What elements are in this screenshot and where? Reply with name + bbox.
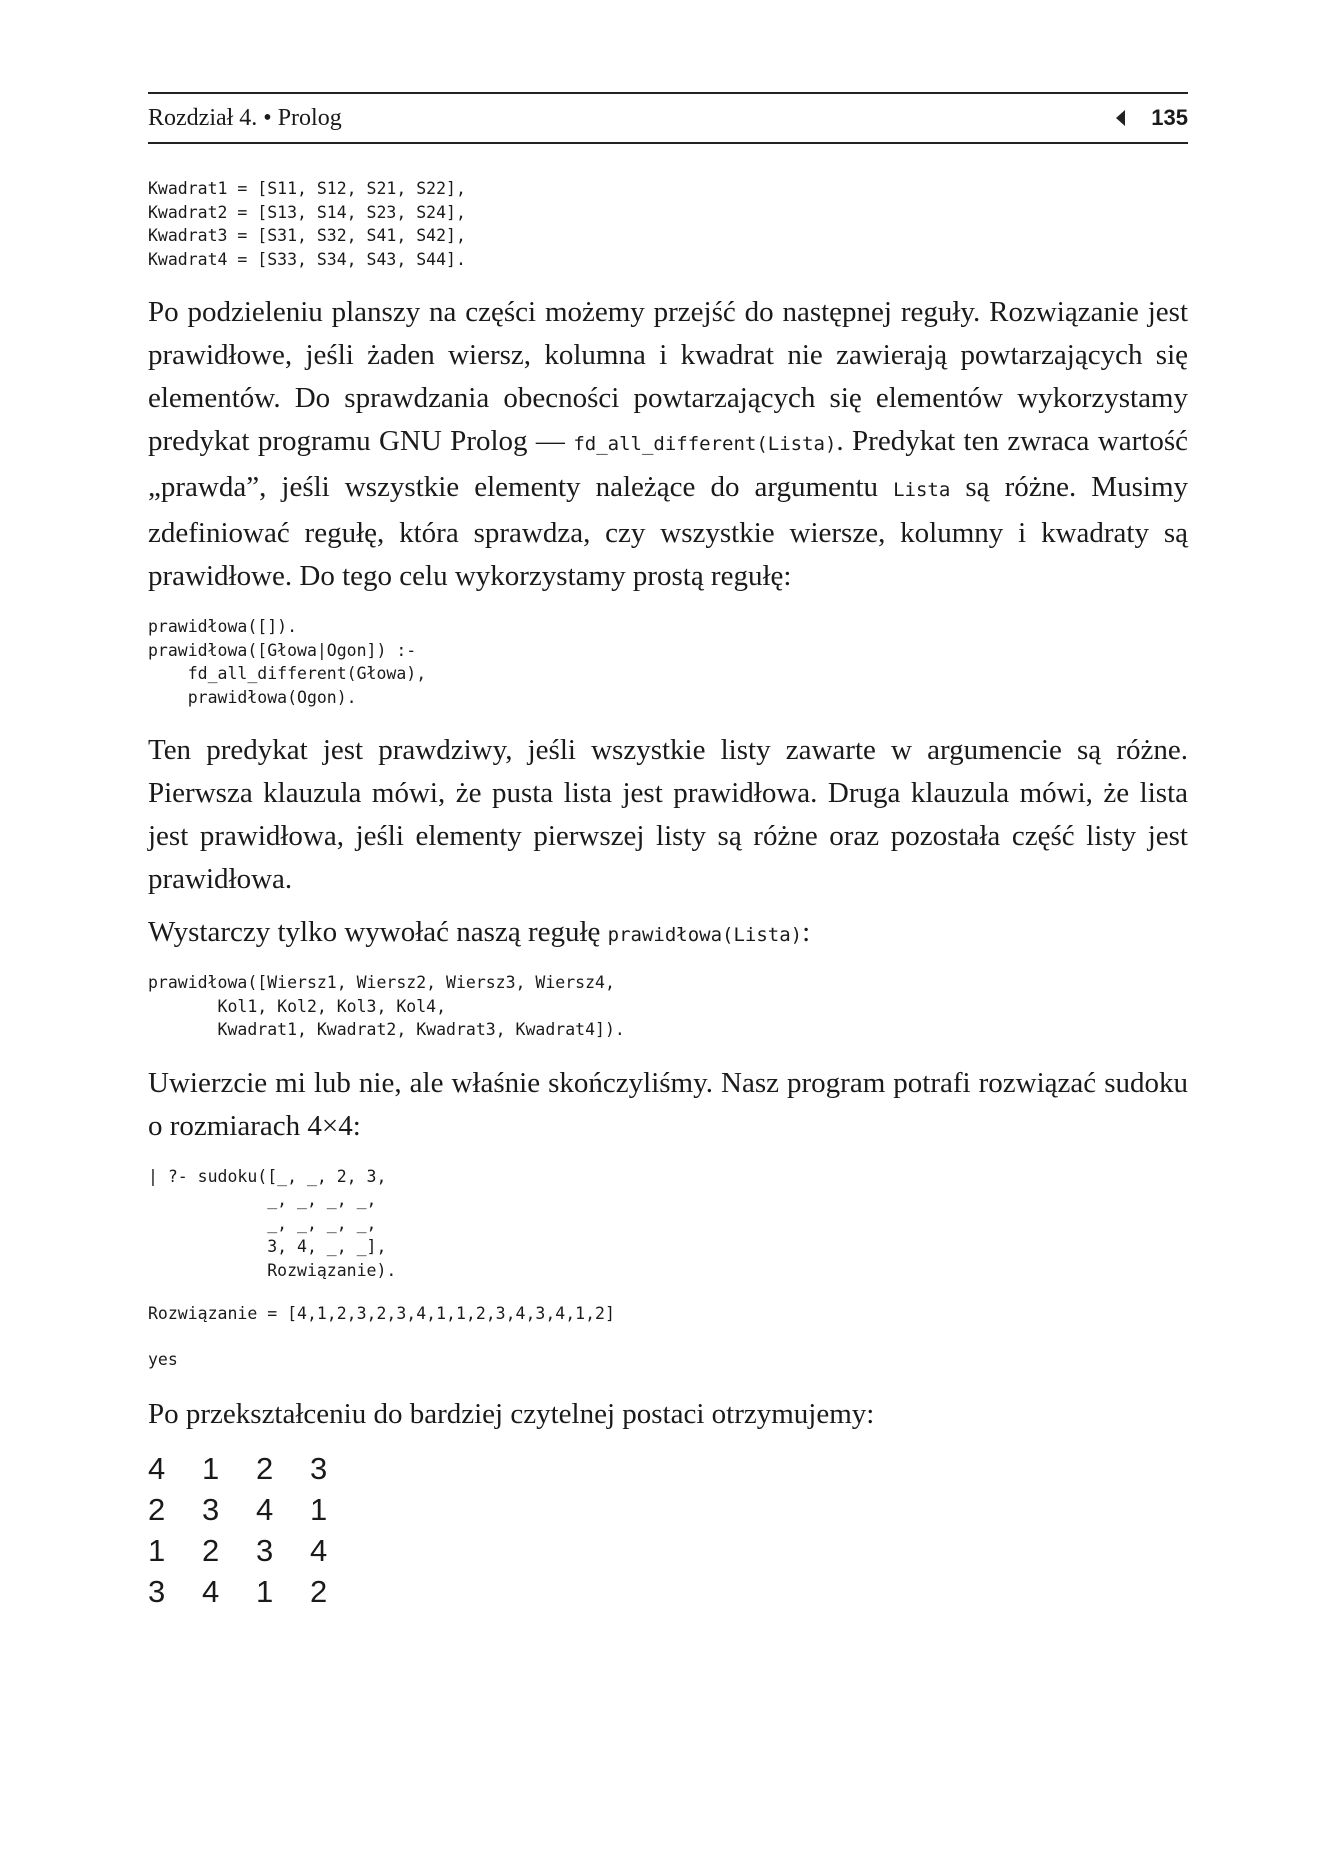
grid-cell: 3 [310,1451,328,1486]
grid-cell: 2 [202,1533,220,1568]
code-block-query: | ?- sudoku([_, _, 2, 3, _, _, _, _, _, _, _, _, 3, 4, _, _], Rozwiązanie). [148,1166,397,1280]
running-header [148,94,1188,142]
grid-cell: 2 [256,1451,274,1486]
header-bottom-rule [148,142,1188,144]
sudoku-grid [148,1448,1188,1612]
grid-cell: 3 [202,1492,220,1527]
page-marker-icon [1116,110,1125,126]
grid-cell: 2 [310,1574,328,1609]
page-number: 135 [1151,105,1188,130]
grid-cell: 1 [310,1492,328,1527]
grid-cell: 4 [148,1451,166,1486]
paragraph-finished: Uwierzcie mi lub nie, ale właśnie skończyliśmy. Nasz program potrafi rozwiązać sudoku o rozmiarach 4×4: [148,1066,1188,1142]
grid-row [148,1448,1188,1489]
inline-code: prawidłowa(Lista) [607,924,803,946]
grid-row [148,1489,1188,1530]
paragraph-rule-intro: Po podzieleniu planszy na części możemy przejść do następnej reguły. Rozwiązanie jest prawidłowe, jeśli żaden wiersz, kolumna i kwadrat nie zawierają powtarzających się elementów. Do sprawdzania obecności powtarzających się elementów wykorzystamy predykat programu GNU Prolog — fd_all_different(Lista). Predykat ten zwraca wartość „prawda”, jeśli wszystkie elementy należące do argumentu Lista są różne. Musimy zdefiniować regułę, która sprawdza, czy wszystkie wiersze, kolumny i kwadraty są prawidłowe. Do tego celu wykorzystamy prostą regułę: [148,296,1189,592]
chapter-title: Rozdział 4. • Prolog [148,104,342,131]
page [148,92,1188,1612]
code-block-call: prawidłowa([Wiersz1, Wiersz2, Wiersz3, Wiersz4, Kol1, Kol2, Kol3, Kol4, Kwadrat1, Kwadrat2, Kwadrat3, Kwadrat4]). [148,973,625,1039]
paragraph-predicate-explanation: Ten predykat jest prawdziwy, jeśli wszystkie listy zawarte w argumencie są różne. Pierwsza klauzula mówi, że pusta lista jest prawidłowa. Druga klauzula mówi, że lista jest prawidłowa, jeśli elementy pierwszej listy są różne oraz pozostała część listy jest prawidłowa. [148,734,1188,895]
grid-cell: 4 [310,1533,328,1568]
inline-code: fd_all_different(Lista) [573,433,837,455]
code-block-result: Rozwiązanie = [4,1,2,3,2,3,4,1,1,2,3,4,3,4,1,2] [148,1304,615,1323]
paragraph-readable-form: Po przekształceniu do bardziej czytelnej postaci otrzymujemy: [148,1398,875,1430]
paragraph-call-rule: Wystarczy tylko wywołać naszą regułę prawidłowa(Lista): [148,916,811,948]
grid-cell: 1 [148,1533,166,1568]
code-block-squares: Kwadrat1 = [S11, S12, S21, S22], Kwadrat2 = [S13, S14, S23, S24], Kwadrat3 = [S31, S32, S41, S42], Kwadrat4 = [S33, S34, S43, S44]. [148,179,466,269]
grid-cell: 1 [256,1574,274,1609]
grid-cell: 2 [148,1492,166,1527]
code-block-yes: yes [148,1349,178,1369]
inline-code: Lista [893,479,951,501]
code-block-valid-rule: prawidłowa([]). prawidłowa([Głowa|Ogon]) :- fd_all_different(Głowa), prawidłowa(Ogon). [148,617,427,707]
grid-cell: 4 [202,1574,220,1609]
grid-cell: 3 [148,1574,166,1609]
grid-cell: 4 [256,1492,274,1527]
grid-cell: 3 [256,1533,274,1568]
grid-row [148,1530,1188,1571]
grid-row [148,1571,1188,1612]
grid-cell: 1 [202,1451,220,1486]
